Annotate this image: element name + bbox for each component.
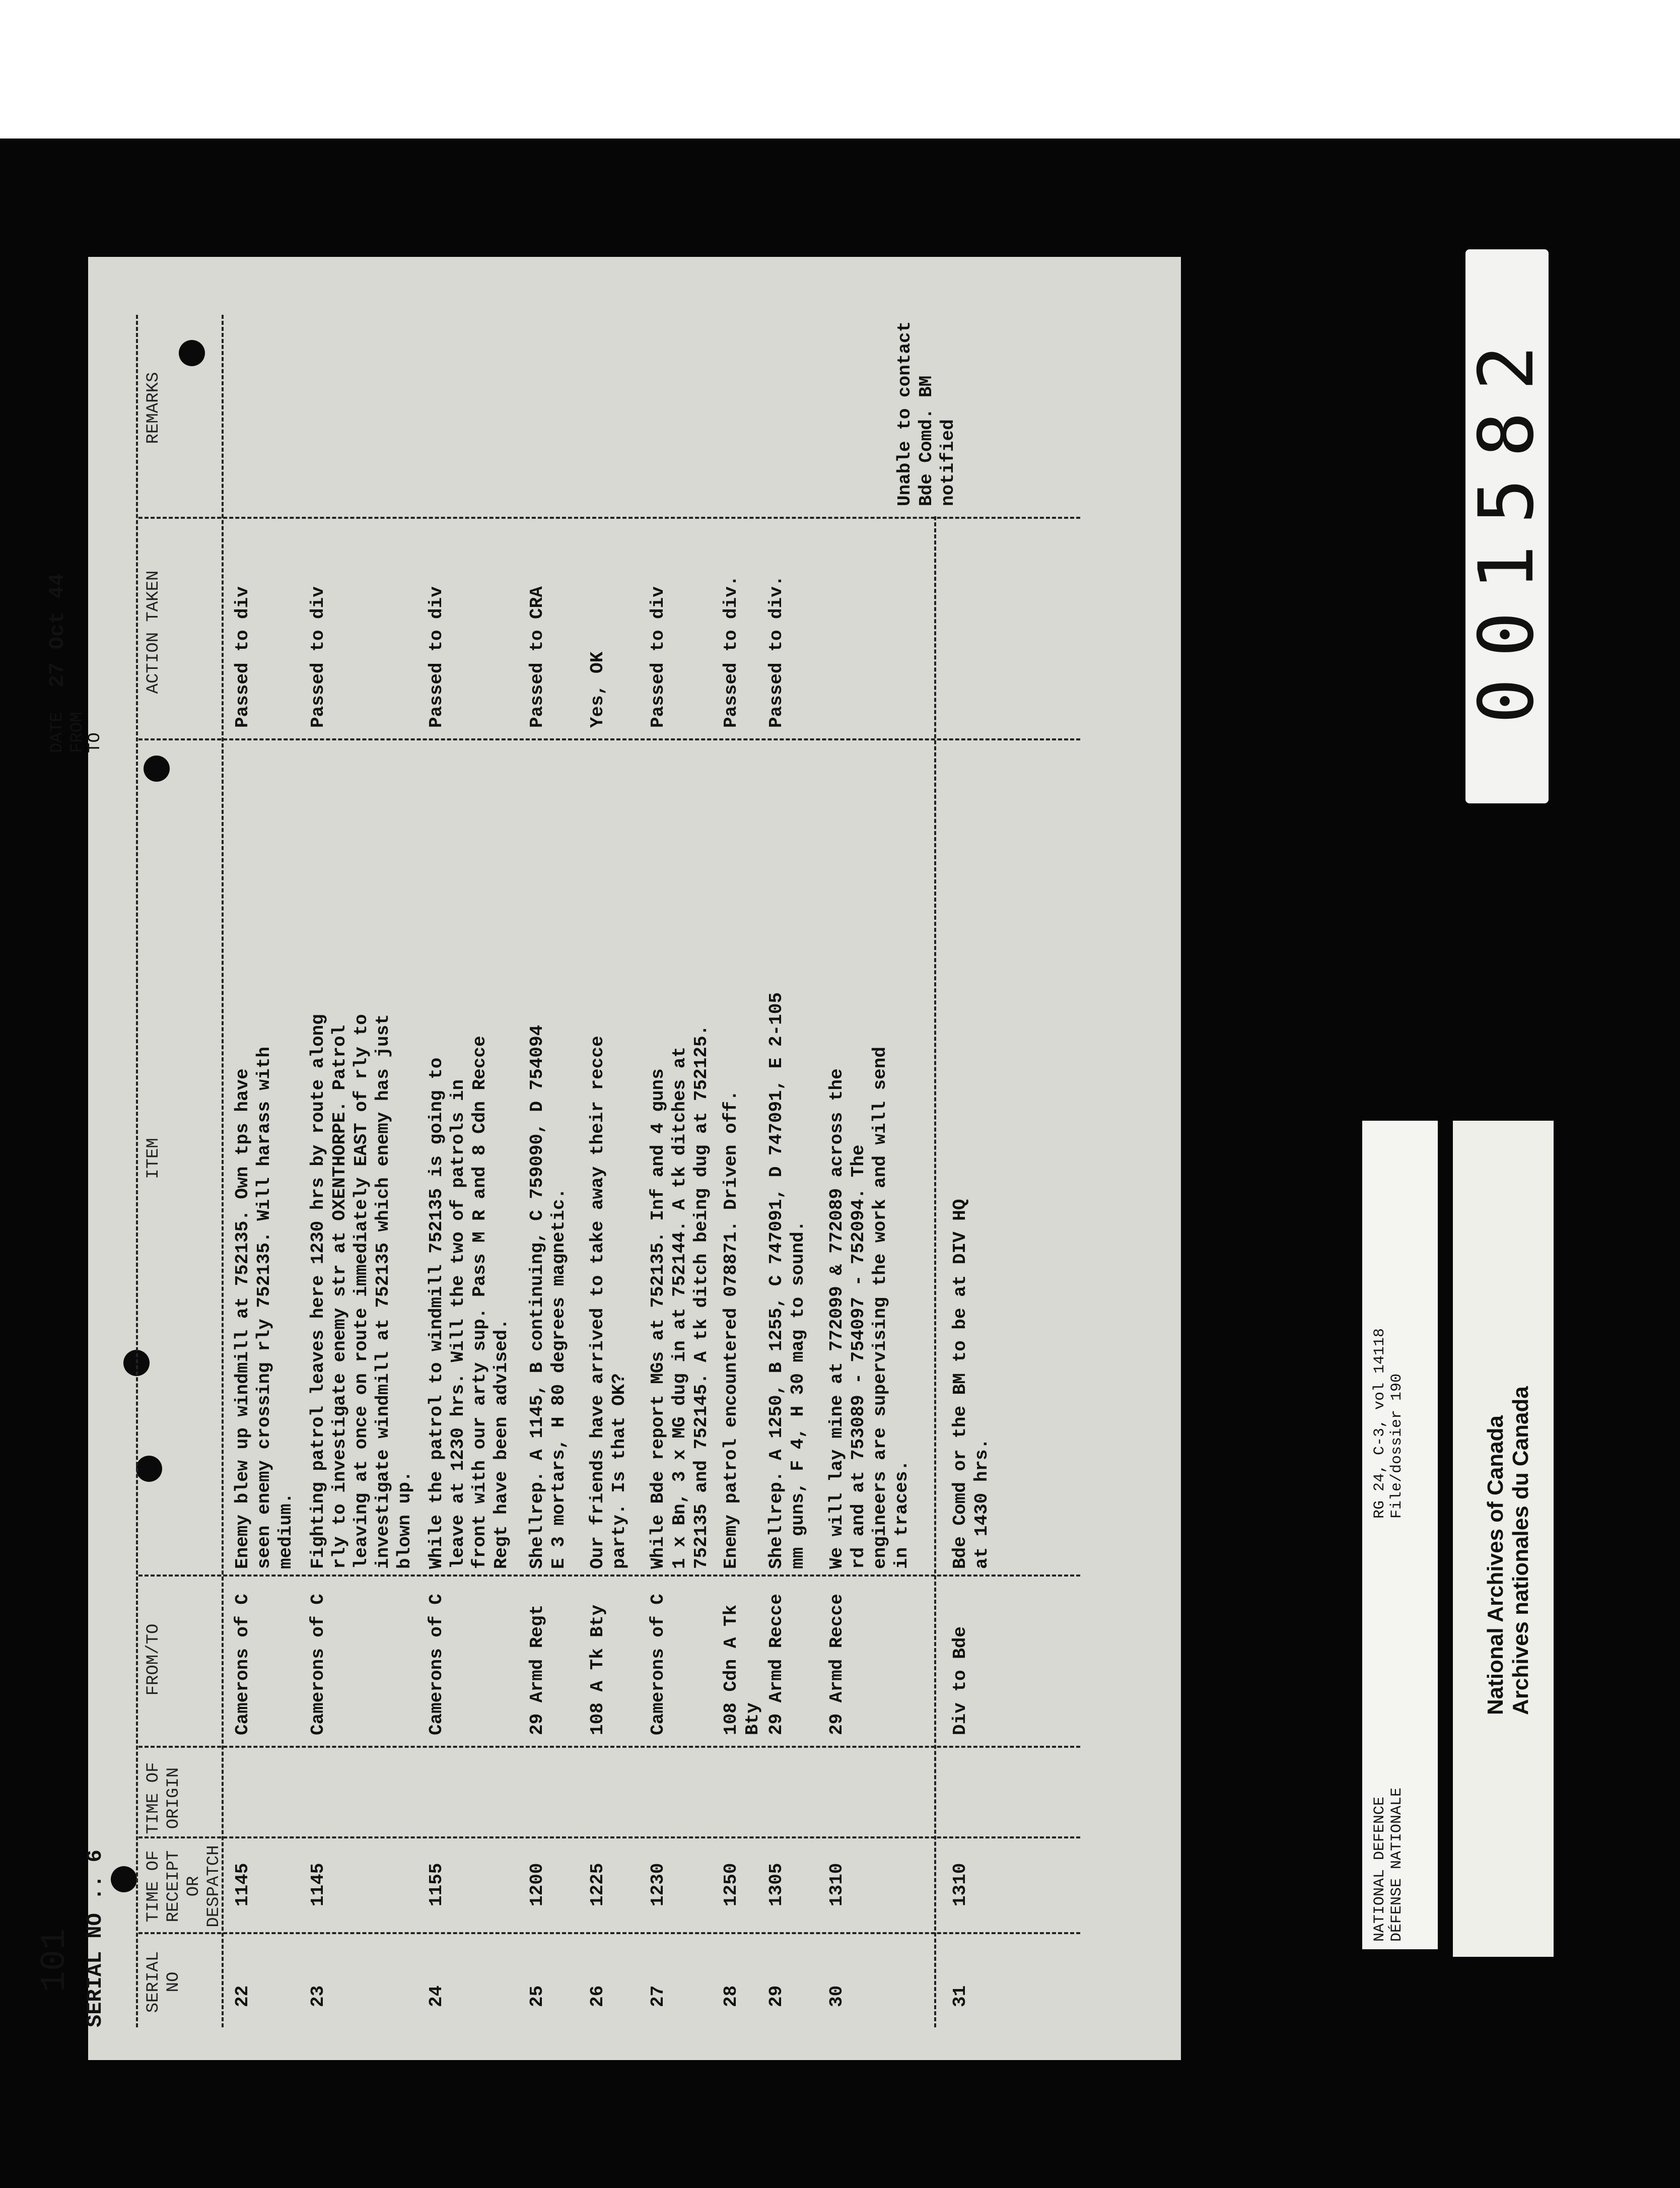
from-label: FROM — [68, 712, 87, 753]
col-action-head: ACTION TAKEN — [144, 570, 163, 694]
col-remarks-head: REMARKS — [144, 372, 163, 444]
serial-number: SERIAL NO .. 6 — [83, 1850, 107, 2027]
time-cell: 1250 — [721, 1863, 741, 1906]
date-value: 27 Oct 44 — [45, 573, 69, 688]
item-cell: Shellrep. A 1250, B 1255, C 747091, D 747091, E 2-105 mm guns, F 4, H 30 mag to sound. — [766, 992, 808, 1569]
serial-cell: 28 — [721, 1985, 741, 2007]
col-divider — [138, 1836, 1080, 1838]
ref-line1: RG 24, C-3, vol 14118 — [1371, 1328, 1388, 1519]
fromto-cell: 29 Armd Recce — [826, 1594, 847, 1735]
page-number: 101 — [35, 1928, 75, 1992]
fromto-cell: 29 Armd Regt — [527, 1604, 547, 1735]
col-divider — [138, 1932, 1080, 1934]
fromto-cell: 108 Cdn A Tk Bty — [721, 1604, 763, 1735]
national-archives-label — [1453, 1121, 1554, 1957]
date-label: DATE — [48, 712, 67, 753]
item-cell: While the patrol to windmill 752135 is going to leave at 1230 hrs. Will the two of patrols in front with our arty sup. Pass M R and 8 Cdn Recce Regt have been advised. — [426, 1036, 512, 1569]
col-time-head: TIME OF RECEIPT OR DESPATCH — [144, 1845, 224, 1928]
nd-line1: NATIONAL DEFENCE — [1371, 1796, 1388, 1942]
time-cell: 1145 — [232, 1863, 253, 1906]
action-cell: Yes, OK — [587, 651, 608, 728]
stamp-number: 001582 — [1463, 324, 1551, 724]
time-cell: 1310 — [826, 1863, 847, 1906]
item-cell: Enemy blew up windmill at 752135. Own tps have seen enemy crossing rly 752135. Will harass with medium. — [232, 1047, 296, 1569]
action-cell: Passed to div — [648, 586, 668, 728]
item-cell: Our friends have arrived to take away their recce party. Is that OK? — [587, 1036, 629, 1569]
action-cell: Passed to div. — [766, 575, 787, 728]
time-cell: 1230 — [648, 1863, 668, 1906]
item-cell: Fighting patrol leaves here 1230 hrs by route along rly to investigate enemy str at OXENTHORPE. Patrol leaving at once on route immediately EAST of rly to investigate windmill at 752135 which enemy has just blown up. — [308, 1014, 415, 1569]
serial-cell: 27 — [648, 1985, 668, 2007]
serial-cell: 29 — [766, 1985, 787, 2007]
action-cell: Passed to div — [232, 586, 253, 728]
time-cell: 1200 — [527, 1863, 547, 1906]
col-origin-head: TIME OF ORIGIN — [144, 1762, 183, 1834]
item-cell: Shellrep. A 1145, B continuing, C 759090, D 754094 E 3 mortars, H 80 degrees magnetic. — [527, 1024, 569, 1569]
action-cell: Passed to div — [426, 586, 447, 728]
serial-cell: 24 — [426, 1985, 447, 2007]
archive-stamp — [1465, 249, 1549, 803]
message-log — [35, 290, 1085, 2027]
time-cell: 1305 — [766, 1863, 787, 1906]
col-divider — [138, 517, 1080, 519]
fromto-cell: Camerons of C — [648, 1594, 668, 1735]
nac-line2: Archives nationales du Canada — [1508, 1386, 1533, 1715]
fromto-cell: 108 A Tk Bty — [587, 1604, 608, 1735]
fromto-cell: Camerons of C — [232, 1594, 253, 1735]
item-cell: We will lay mine at 772099 & 772089 across the rd and at 753089 - 754097 - 752094. The engineers are supervising the work and will send in traces. — [826, 1047, 912, 1569]
row-rule — [934, 516, 936, 2027]
serial-cell: 31 — [950, 1985, 970, 2007]
col-divider — [138, 738, 1080, 740]
item-cell: Bde Comd or the BM to be at DIV HQ at 1430 hrs. — [950, 1199, 992, 1569]
nac-line1: National Archives of Canada — [1483, 1415, 1508, 1715]
time-cell: 1225 — [587, 1863, 608, 1906]
nd-line2: DÉFENSE NATIONALE — [1388, 1787, 1406, 1942]
serial-cell: 23 — [308, 1985, 328, 2007]
header-top-rule — [136, 315, 138, 2027]
to-label: TO — [86, 732, 105, 753]
header-bottom-rule — [222, 315, 224, 2027]
top-margin — [0, 0, 1680, 139]
col-divider — [138, 1746, 1080, 1748]
item-cell: Enemy patrol encountered 078871. Driven off. — [721, 1090, 741, 1569]
serial-cell: 25 — [527, 1985, 547, 2007]
item-cell: While Bde report MGs at 752135. Inf and 4 guns 1 x Bn, 3 x MG dug in at 752144. A tk ditches at 752135 and 752145. A tk ditch being dug at 752125. — [648, 1024, 712, 1569]
serial-cell: 26 — [587, 1985, 608, 2007]
ref-line2: File/dossier 190 — [1388, 1373, 1406, 1519]
col-divider — [138, 1575, 1080, 1577]
fromto-cell: 29 Armd Recce — [766, 1594, 787, 1735]
col-item-head: ITEM — [144, 1138, 163, 1179]
col-fromto-head: FROM/TO — [144, 1623, 163, 1696]
time-cell: 1145 — [308, 1863, 328, 1906]
time-cell: 1310 — [950, 1863, 970, 1906]
action-cell: Passed to CRA — [527, 586, 547, 728]
action-cell: Passed to div — [308, 586, 328, 728]
fromto-cell: Div to Bde — [950, 1626, 970, 1735]
serial-cell: 22 — [232, 1985, 253, 2007]
time-cell: 1155 — [426, 1863, 447, 1906]
col-serial-head: SERIAL NO — [144, 1951, 183, 2013]
action-cell: Passed to div. — [721, 575, 741, 728]
fromto-cell: Camerons of C — [426, 1594, 447, 1735]
serial-cell: 30 — [826, 1985, 847, 2007]
national-defence-label — [1362, 1121, 1438, 1949]
remarks-cell: Unable to contact Bde Comd. BM notified — [894, 321, 958, 506]
fromto-cell: Camerons of C — [308, 1594, 328, 1735]
